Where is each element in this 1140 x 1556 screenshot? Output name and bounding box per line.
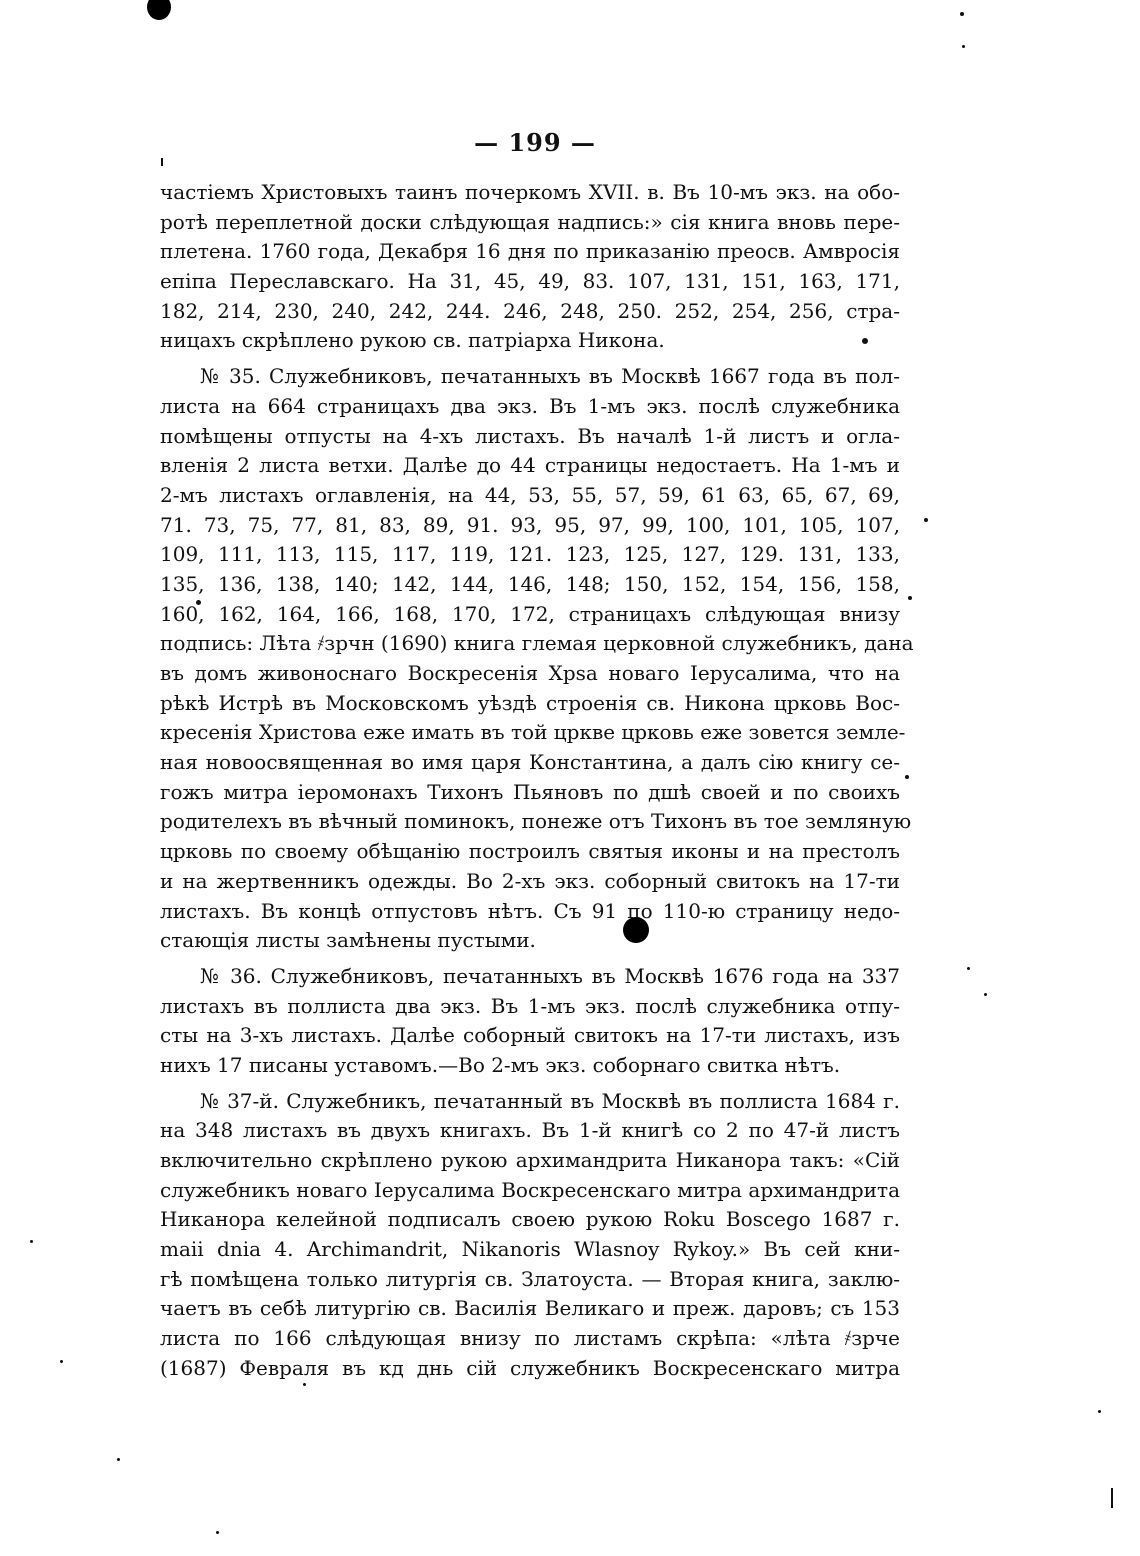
paragraph-no-36 bbox=[160, 962, 900, 1081]
text-line: сты на 3-хъ листахъ. Далѣе соборный свитокъ на 17-ти листахъ, изъ bbox=[160, 1023, 900, 1048]
text-line: № 36. Служебниковъ, печатанныхъ въ Москвѣ 1676 года на 337 bbox=[200, 963, 900, 988]
text-line: родителехъ въ вѣчный поминокъ, понеже отъ Тихонъ въ тое земляную bbox=[160, 809, 912, 834]
text-line: листа по 166 слѣдующая внизу по листамъ скрѣпа: «лѣта ҂зрче bbox=[160, 1326, 900, 1351]
text-line: подпись: Лѣта ҂зрчн (1690) книга глемая церковной служебникъ, дана bbox=[160, 631, 914, 656]
text-line: 2-мъ листахъ оглавленія, на 44, 53, 55, 57, 59, 61 63, 65, 67, 69, bbox=[160, 482, 900, 507]
text-line: кресенія Христова еже имать въ той црквe црковь еже зовется земле- bbox=[160, 720, 906, 745]
scan-speck bbox=[117, 1458, 120, 1461]
text-line: епіпа Переславскаго. На 31, 45, 49, 83. 107, 131, 151, 163, 171, bbox=[160, 269, 900, 294]
text-line: црковь по своему обѣщанію построилъ святыя иконы и на престолъ bbox=[160, 839, 900, 864]
text-line: помѣщены отпусты на 4-хъ листахъ. Въ началѣ 1-й листъ и огла- bbox=[160, 423, 900, 448]
text-line: листахъ въ поллиста два экз. Въ 1-мъ экз. послѣ служебника отпу- bbox=[160, 993, 900, 1018]
text-line: листахъ. Въ концѣ отпустовъ нѣтъ. Съ 91 по 110-ю страницу недо- bbox=[160, 898, 900, 923]
scan-speck bbox=[960, 12, 964, 16]
text-line: рѣкѣ Истрѣ въ Московскомъ уѣздѣ строенія св. Никона црковь Вос- bbox=[160, 690, 900, 715]
body-text bbox=[160, 178, 914, 1384]
text-line: вленія 2 листа ветхи. Далѣе до 44 страницы недостаетъ. На 1-мъ и bbox=[160, 453, 900, 478]
scan-speck bbox=[905, 775, 909, 779]
text-line: служебникъ новаго Іерусалима Воскресенскаго митрa архимандрита bbox=[160, 1177, 900, 1202]
text-line: включительно скрѣплено рукою архимандрита Никанора такъ: «Сій bbox=[160, 1148, 900, 1172]
paragraph bbox=[160, 178, 900, 356]
text-line: ницахъ скрѣплено рукою св. патріарха Никона. bbox=[160, 328, 665, 353]
text-line: гѣ помѣщена только литургія св. Златоуста. — Вторая книга, заклю- bbox=[160, 1266, 900, 1291]
text-line: ная новоосвященная во имя царя Константина, а далъ сію книгу се- bbox=[160, 750, 900, 775]
scan-speck bbox=[908, 596, 912, 600]
ink-blot bbox=[147, 0, 171, 20]
scan-mark bbox=[161, 158, 163, 166]
text-line: 135, 136, 138, 140; 142, 144, 146, 148; 150, 152, 154, 156, 158, bbox=[160, 571, 900, 596]
text-line: частіемъ Христовыхъ таинъ почеркомъ XVII. в. Въ 10-мъ экз. на обо- bbox=[160, 180, 900, 204]
text-line: № 37-й. Служебникъ, печатанный въ Москвѣ въ поллиста 1684 г. bbox=[200, 1088, 900, 1113]
text-line: 109, 111, 113, 115, 117, 119, 121. 123, 125, 127, 129. 131, 133, bbox=[160, 542, 900, 567]
text-line: нихъ 17 писаны уставомъ.—Во 2-мъ экз. соборнаго свитка нѣтъ. bbox=[160, 1052, 841, 1077]
text-line: Никанора келейной подписалъ своею рукою Roku Boscego 1687 г. bbox=[160, 1207, 900, 1232]
scan-speck bbox=[962, 45, 965, 48]
scan-mark bbox=[1111, 1488, 1113, 1508]
text-line: (1687) Февраля въ кд днь сій служебникъ Воскресенскаго митрa bbox=[160, 1355, 900, 1380]
scan-speck bbox=[1098, 1410, 1101, 1413]
text-line: 160, 162, 164, 166, 168, 170, 172, страницахъ слѣдующая внизу bbox=[160, 601, 900, 626]
text-line: листа на 664 страницахъ два экз. Въ 1-мъ экз. послѣ служебника bbox=[160, 393, 900, 418]
scan-speck bbox=[967, 967, 970, 970]
paragraph-no-37 bbox=[160, 1087, 900, 1384]
text-line: и на жертвенникъ одежды. Во 2-хъ экз. соборный свитокъ на 17-ти bbox=[160, 868, 900, 893]
text-line: maii dnia 4. Archimandrit, Nikanoris Wlasnoy Rykoy.» Въ сей кни- bbox=[160, 1237, 900, 1262]
text-line: въ домъ живоноснаго Воскресенія Хрѕа новаго Іерусалима, что на bbox=[160, 661, 900, 685]
text-line: стающія листы замѣнены пустыми. bbox=[160, 928, 536, 953]
text-line: на 348 листахъ въ двухъ книгахъ. Въ 1-й книгѣ со 2 по 47-й листъ bbox=[160, 1118, 900, 1143]
text-line: чаетъ въ себѣ литургію св. Василія Великаго и преж. даровъ; съ 153 bbox=[160, 1296, 900, 1321]
paragraph-no-35 bbox=[160, 362, 914, 956]
scan-speck bbox=[216, 1531, 219, 1534]
page-number: — 199 — bbox=[474, 128, 596, 157]
scan-speck bbox=[924, 518, 928, 522]
text-line: № 35. Служебниковъ, печатанныхъ въ Москвѣ 1667 года въ пол- bbox=[200, 364, 900, 389]
text-line: 71. 73, 75, 77, 81, 83, 89, 91. 93, 95, 97, 99, 100, 101, 105, 107, bbox=[160, 512, 900, 537]
scan-speck bbox=[984, 993, 987, 996]
scan-speck bbox=[60, 1360, 63, 1363]
text-line: плетена. 1760 года, Декабря 16 дня по приказанію преосв. Амвросія bbox=[160, 239, 900, 264]
text-line: гожъ митрa іеромонахъ Тихонъ Пьяновъ по дшѣ своей и по своихъ bbox=[160, 779, 900, 804]
text-line: 182, 214, 230, 240, 242, 244. 246, 248, 250. 252, 254, 256, стра- bbox=[160, 298, 900, 323]
text-line: ротѣ переплетной доски слѣдующая надпись:» сія книга вновь пере- bbox=[160, 209, 900, 234]
scan-speck bbox=[30, 1240, 33, 1243]
